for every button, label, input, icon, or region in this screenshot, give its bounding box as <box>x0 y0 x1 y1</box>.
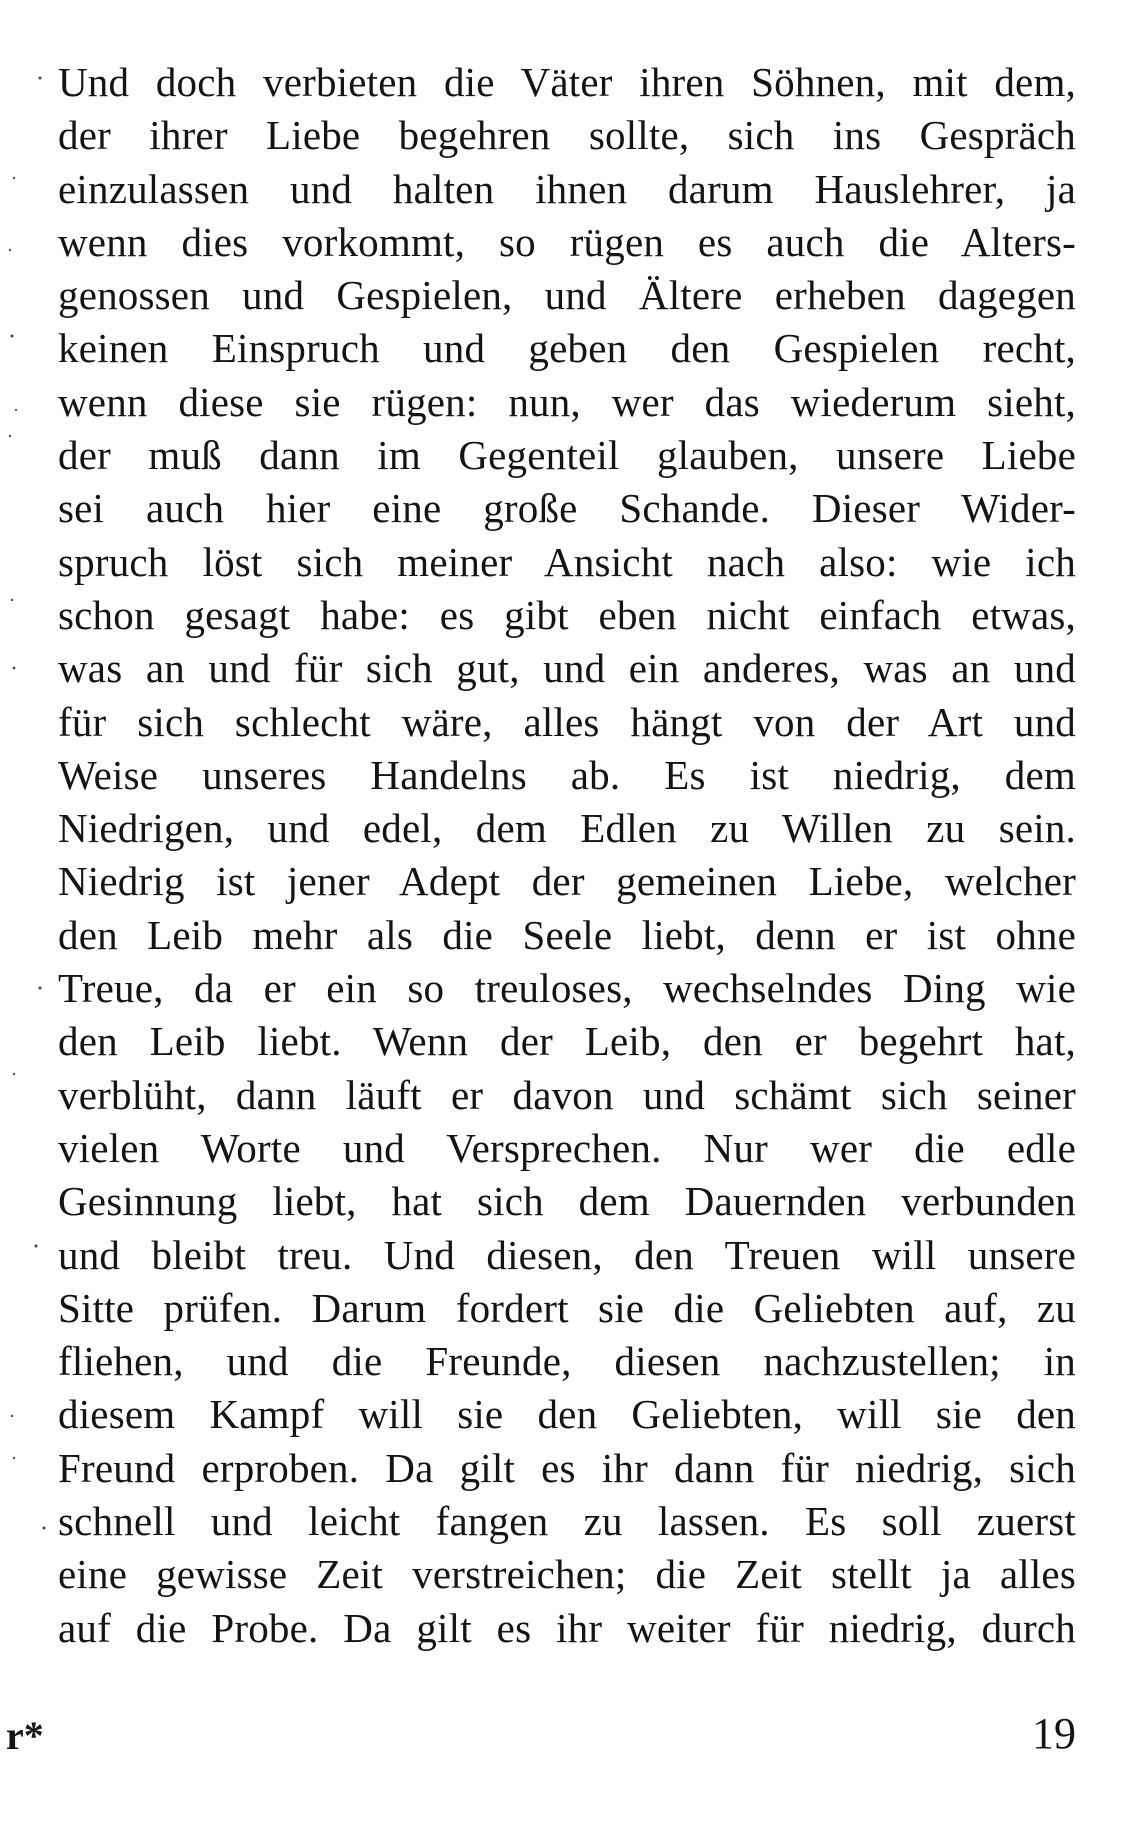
text-line: Gesinnung liebt, hat sich dem Dauernden verbunden <box>58 1178 1076 1225</box>
text-line: wenn dies vorkommt, so rügen es auch die Alters- <box>58 218 1076 265</box>
text-line: eine gewisse Zeit verstreichen; die Zeit stellt ja alles <box>58 1551 1076 1598</box>
text-line: diesem Kampf will sie den Geliebten, will sie den <box>58 1391 1076 1438</box>
text-line: spruch löst sich meiner Ansicht nach also: wie ich <box>58 538 1076 585</box>
text-line: sei auch hier eine große Schande. Dieser Wider- <box>58 485 1076 532</box>
text-line: den Leib mehr als die Seele liebt, denn er ist ohne <box>58 911 1076 958</box>
text-line: Und doch verbieten die Väter ihren Söhnen, mit dem, <box>58 59 1076 105</box>
text-line: genossen und Gespielen, und Ältere erheben dagegen <box>58 272 1076 319</box>
text-line: Niedrigen, und edel, dem Edlen zu Willen zu sein. <box>58 805 1076 852</box>
text-line: keinen Einspruch und geben den Gespielen recht, <box>58 325 1076 372</box>
text-line: auf die Probe. Da gilt es ihr weiter für niedrig, durch <box>58 1604 1076 1651</box>
text-line: Niedrig ist jener Adept der gemeinen Liebe, welcher <box>58 858 1076 905</box>
text-line: schon gesagt habe: es gibt eben nicht einfach etwas, <box>58 591 1076 638</box>
text-line: verblüht, dann läuft er davon und schämt sich seiner <box>58 1071 1076 1118</box>
text-line: der muß dann im Gegenteil glauben, unsere Liebe <box>58 432 1076 479</box>
text-line: schnell und leicht fangen zu lassen. Es soll zuerst <box>58 1498 1076 1545</box>
text-line: und bleibt treu. Und diesen, den Treuen will unsere <box>58 1231 1076 1278</box>
text-line: wenn diese sie rügen: nun, wer das wiederum sieht, <box>58 378 1076 425</box>
text-line: einzulassen und halten ihnen darum Hauslehrer, ja <box>58 165 1076 212</box>
signature-mark: r* <box>6 1713 44 1758</box>
text-line: Sitte prüfen. Darum fordert sie die Geliebten auf, zu <box>58 1284 1076 1331</box>
text-line: für sich schlecht wäre, alles hängt von der Art und <box>58 698 1076 745</box>
text-line: Freund erproben. Da gilt es ihr dann für niedrig, sich <box>58 1444 1076 1491</box>
text-line: der ihrer Liebe begehren sollte, sich ins Gespräch <box>58 112 1076 159</box>
text-line: den Leib liebt. Wenn der Leib, den er begehrt hat, <box>58 1018 1076 1065</box>
text-line: Treue, da er ein so treuloses, wechselndes Ding wie <box>58 965 1076 1012</box>
text-line: fliehen, und die Freunde, diesen nachzustellen; in <box>58 1338 1076 1385</box>
body-text <box>58 56 1076 1655</box>
page-number: 19 <box>1032 1709 1076 1758</box>
text-line: Weise unseres Handelns ab. Es ist niedrig, dem <box>58 751 1076 798</box>
text-line: vielen Worte und Versprechen. Nur wer die edle <box>58 1124 1076 1171</box>
text-line: was an und für sich gut, und ein anderes, was an und <box>58 645 1076 692</box>
